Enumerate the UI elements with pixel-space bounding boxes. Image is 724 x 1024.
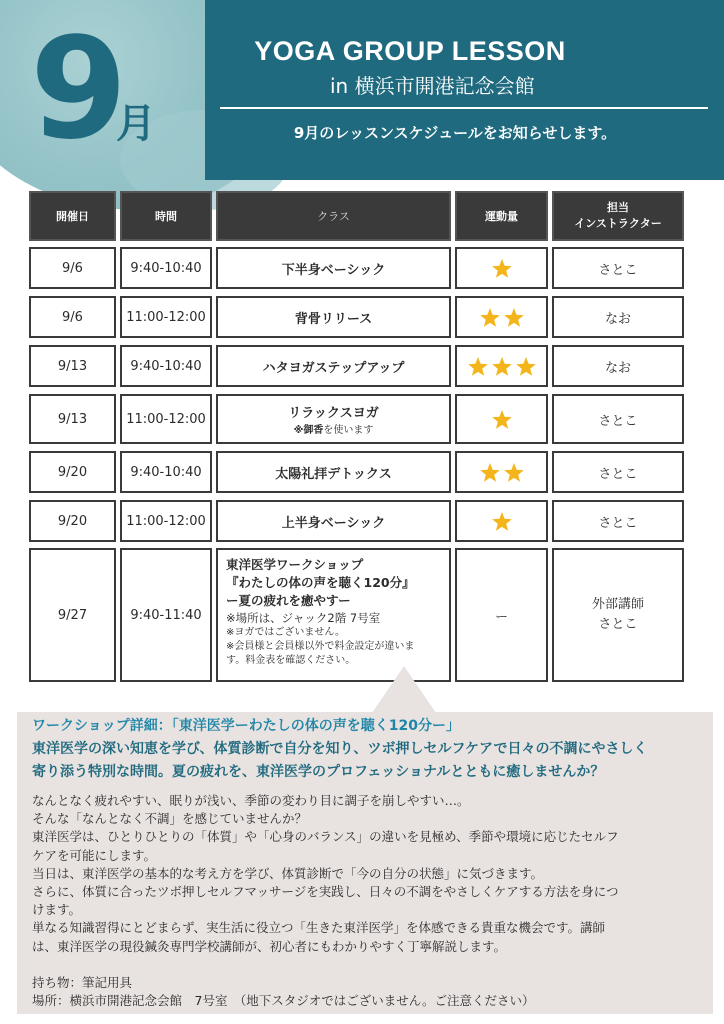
workshop-date: 9/27: [29, 548, 116, 682]
instructor-name: なお: [604, 360, 631, 376]
instructor-name: さとこ: [598, 515, 638, 531]
class-note-rest: を使います: [323, 425, 374, 436]
row-intensity: [455, 247, 548, 289]
time-text: 9:40-10:40: [130, 464, 202, 480]
row-date: [29, 500, 116, 542]
row-instructor: [552, 500, 684, 542]
row-instructor: [552, 247, 684, 289]
star-icon: [491, 258, 513, 279]
row-intensity: [455, 296, 548, 338]
row-instructor: [552, 345, 684, 387]
star-icon: [515, 356, 537, 377]
workshop-place-detail: 場所：横浜市開港記念会館 7号室 （地下スタジオではございません。ご注意ください）: [32, 993, 535, 1009]
row-date: [29, 296, 116, 338]
time-text: 11:00-12:00: [126, 309, 206, 325]
header-class: クラス: [216, 191, 451, 241]
workshop-class: [216, 548, 451, 682]
date-text: 9/20: [57, 464, 88, 480]
row-date: [29, 345, 116, 387]
star-icon: [479, 307, 501, 328]
header-intensity: 運動量: [455, 191, 548, 241]
row-intensity: [455, 394, 548, 444]
instructor-name: なお: [604, 311, 631, 327]
class-name: 下半身ベーシック: [281, 262, 386, 278]
workshop-body: なんとなく疲れやすい、眠りが浅い、季節の変わり目に調子を崩しやすい…。 そんな「なんとなく不調」を感じていませんか？ 東洋医学は、ひとりひとりの「体質」や「心身のバランス」の違いを見極め、季節や環境に応じたセルフ ケアを可能にします。 当日は、東洋医学の基本的な考え方を学び、体質診断で「今の自分の状態」に気づきます。 さらに、体質に合ったツボ押しセルフマッサージを実践し、日々の不調をやさしくケアする方法を身につ けます。 単なる知識習得にとどまらず、実生活に役立つ「生きた東洋医学」を体感できる貴重な機会です。講師 は、東洋医学の現役鍼灸専門学校講師が、初心者にもわかりやすく丁寧解説します。 持ち物：筆記用具 場所：横浜市開港記念会館 7号室 （地下スタジオではございません。ご注意ください）: [32, 792, 704, 1010]
workshop-title-1: 東洋医学ワークショップ: [226, 557, 364, 572]
workshop-note-2: ※会員様と会員様以外で料金設定が違いま: [226, 641, 415, 652]
instructor-name: さとこ: [598, 413, 638, 429]
header-divider: [220, 107, 708, 109]
intensity-stars: [479, 462, 525, 483]
class-name: ハタヨガステップアップ: [262, 360, 405, 376]
star-icon: [467, 356, 489, 377]
workshop-time: 9:40-11:40: [120, 548, 212, 682]
class-note-bold: ※御香: [293, 425, 324, 436]
row-class: [216, 345, 451, 387]
workshop-title-3: ー夏の疲れを癒やすー: [226, 593, 351, 608]
month-kanji: 月: [116, 101, 156, 147]
time-text: 9:40-10:40: [130, 260, 202, 276]
class-name: 太陽礼拝デトックス: [275, 466, 392, 482]
intensity-stars: [491, 511, 513, 532]
workshop-lead: 東洋医学の深い知恵を学び、体質診断で自分を知り、ツボ押しセルフケアで日々の不調にやさしく 寄り添う特別な時間。夏の疲れを、東洋医学のプロフェッショナルとともに癒しませんか？: [32, 741, 648, 780]
date-text: 9/20: [57, 513, 88, 529]
row-time: [120, 500, 212, 542]
class-note: [288, 421, 379, 436]
row-instructor: [552, 296, 684, 338]
workshop-place: ※場所は、ジャック2階 7号室: [226, 611, 381, 625]
row-time: [120, 247, 212, 289]
star-icon: [491, 511, 513, 532]
row-time: [120, 296, 212, 338]
date-text: 9/6: [62, 260, 83, 276]
row-class: [216, 500, 451, 542]
row-intensity: [455, 345, 548, 387]
date-text: 9/6: [62, 309, 83, 325]
announcement: 9月のレッスンスケジュールをお知らせします。: [293, 124, 617, 142]
header-time: 時間: [120, 191, 212, 241]
star-icon: [479, 462, 501, 483]
workshop-heading: ワークショップ詳細：「東洋医学ーわたしの体の声を聴く120分ー」: [32, 718, 460, 734]
intensity-stars: [479, 307, 525, 328]
row-time: [120, 451, 212, 493]
date-text: 9/13: [57, 358, 88, 374]
star-icon: [491, 356, 513, 377]
callout-pointer: [372, 666, 436, 713]
row-class: [216, 451, 451, 493]
date-text: 9/13: [57, 411, 88, 427]
instructor-name: さとこ: [598, 262, 638, 278]
star-icon: [503, 307, 525, 328]
row-intensity: [455, 500, 548, 542]
time-text: 9:40-10:40: [130, 358, 202, 374]
row-date: [29, 394, 116, 444]
header-instructor: 担当 インストラクター: [552, 191, 684, 241]
workshop-items: 持ち物：筆記用具: [32, 974, 133, 990]
intensity-stars: [467, 356, 537, 377]
time-text: 11:00-12:00: [126, 411, 206, 427]
row-intensity: [455, 451, 548, 493]
row-date: [29, 451, 116, 493]
page-subtitle: in 横浜市開港記念会館: [330, 74, 535, 98]
intensity-stars: [491, 409, 513, 430]
row-class: [216, 296, 451, 338]
instructor-name: さとこ: [598, 466, 638, 482]
row-time: [120, 394, 212, 444]
workshop-title-2: 『わたしの体の声を聴く120分』: [226, 575, 415, 590]
row-instructor: [552, 451, 684, 493]
row-date: [29, 247, 116, 289]
workshop-note-3: す。料金表を確認ください。: [226, 655, 356, 666]
intensity-stars: [491, 258, 513, 279]
class-name: 上半身ベーシック: [281, 515, 386, 531]
workshop-instructor: 外部講師 さとこ: [552, 548, 684, 682]
row-class: [216, 247, 451, 289]
workshop-intensity: ー: [455, 548, 548, 682]
workshop-note-1: ※ヨガではございません。: [226, 627, 345, 638]
page-title: YOGA GROUP LESSON: [254, 36, 566, 66]
row-time: [120, 345, 212, 387]
class-name: リラックスヨガ: [288, 406, 379, 421]
row-class: [216, 394, 451, 444]
header-date: 開催日: [29, 191, 116, 241]
time-text: 11:00-12:00: [126, 513, 206, 529]
row-instructor: [552, 394, 684, 444]
month-number: 9: [30, 8, 128, 171]
star-icon: [503, 462, 525, 483]
class-name: 背骨リリース: [294, 311, 373, 327]
star-icon: [491, 409, 513, 430]
